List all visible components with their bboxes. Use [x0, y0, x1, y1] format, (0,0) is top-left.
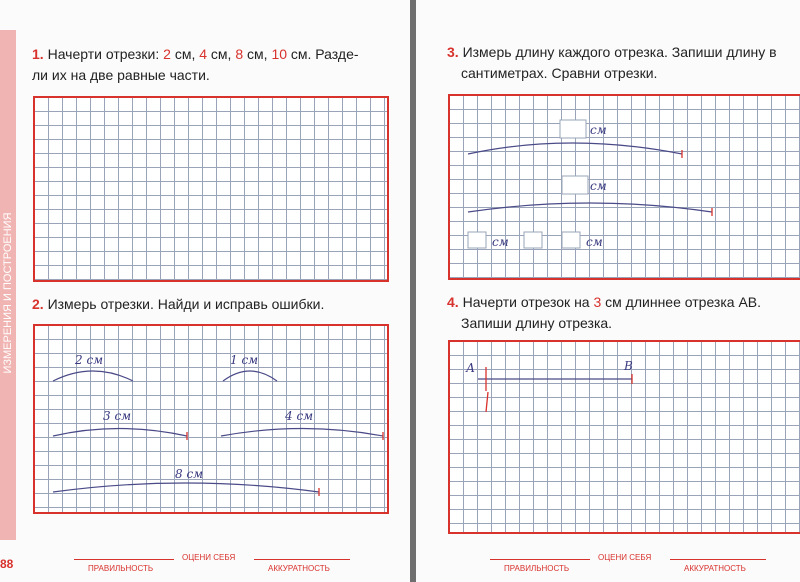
task-1-text: Начерти отрезки: [47, 46, 164, 62]
task-3 [447, 42, 800, 84]
task-3-grid[interactable] [448, 94, 800, 280]
section-label: ИЗМЕРЕНИЯ И ПОСТРОЕНИЯ [2, 212, 14, 374]
segment-label: 1 см [230, 353, 259, 367]
unit: см, [170, 46, 200, 62]
footer-left: ПРАВИЛЬНОСТЬ [88, 564, 154, 573]
point-a-label: А [466, 361, 476, 375]
value-2: 2 [163, 46, 171, 62]
task-2-drawing [35, 326, 391, 516]
page-number: 88 [0, 557, 14, 571]
unit: см, [243, 46, 272, 62]
unit-label: см [590, 179, 607, 193]
segment-arc [221, 429, 383, 437]
task-2 [32, 294, 402, 315]
task-2-text: Измерь отрезки. Найди и исправь ошибки. [47, 296, 325, 312]
self-assessment-footer [486, 550, 786, 580]
footer-left: ПРАВИЛЬНОСТЬ [504, 564, 570, 573]
task-1-number: 1. [32, 46, 44, 62]
answer-box[interactable] [562, 232, 580, 248]
segment-arc [53, 371, 133, 381]
task-3-line2: сантиметрах. Сравни отрезки. [461, 65, 658, 81]
task-1-grid[interactable] [33, 96, 389, 282]
segment-label: 2 см [75, 353, 104, 367]
scale-line [254, 559, 350, 560]
task-4-text: Начерти отрезок на [462, 294, 594, 310]
segment-arc [53, 429, 187, 437]
footer-right: АККУРАТНОСТЬ [684, 564, 746, 573]
task-3-number: 3. [447, 44, 459, 60]
side-bar [0, 30, 16, 540]
task-4 [447, 292, 800, 334]
unit-label: см [590, 123, 607, 137]
task-2-grid[interactable] [33, 324, 389, 514]
segment-label: 4 см [285, 409, 314, 423]
self-assessment-footer [70, 550, 370, 580]
segment-label: 3 см [103, 409, 132, 423]
footer-middle: ОЦЕНИ СЕБЯ [182, 553, 236, 562]
unit: см, [207, 46, 236, 62]
segment-arc [53, 483, 319, 492]
point-b-label: В [624, 359, 633, 373]
task-1-line2: ли их на две равные части. [32, 67, 210, 83]
segment-label: 8 см [175, 467, 204, 481]
scale-line [74, 559, 174, 560]
task-4-grid[interactable] [448, 340, 800, 534]
task-4-line2: Запиши длину отрезка. [461, 315, 613, 331]
scale-line [490, 559, 590, 560]
footer-middle: ОЦЕНИ СЕБЯ [598, 553, 652, 562]
task-3-line1: Измерь длину каждого отрезка. Запиши длину в [462, 44, 777, 60]
value-8: 8 [235, 46, 244, 62]
task-3-drawing [450, 96, 800, 282]
footer-right: АККУРАТНОСТЬ [268, 564, 330, 573]
value-3: 3 [593, 294, 602, 310]
value-4: 4 [199, 46, 208, 62]
task-4-drawing [450, 342, 800, 536]
right-page [416, 0, 800, 582]
unit: см. Разде- [287, 46, 359, 62]
value-10: 10 [271, 46, 288, 62]
task-4-number: 4. [447, 294, 459, 310]
unit-label: см [586, 235, 603, 249]
scale-line [670, 559, 766, 560]
task-1 [32, 44, 402, 86]
answer-box[interactable] [468, 232, 486, 248]
answer-box[interactable] [560, 120, 586, 138]
pencil-mark [486, 392, 488, 412]
segment-arc [468, 143, 682, 154]
answer-box[interactable] [562, 176, 588, 194]
segment-arc [468, 203, 712, 212]
unit-label: см [492, 235, 509, 249]
task-4-text-end: см длиннее отрезка АВ. [601, 294, 762, 310]
segment-arc [223, 371, 277, 381]
compare-box[interactable] [524, 232, 542, 248]
task-2-number: 2. [32, 296, 44, 312]
